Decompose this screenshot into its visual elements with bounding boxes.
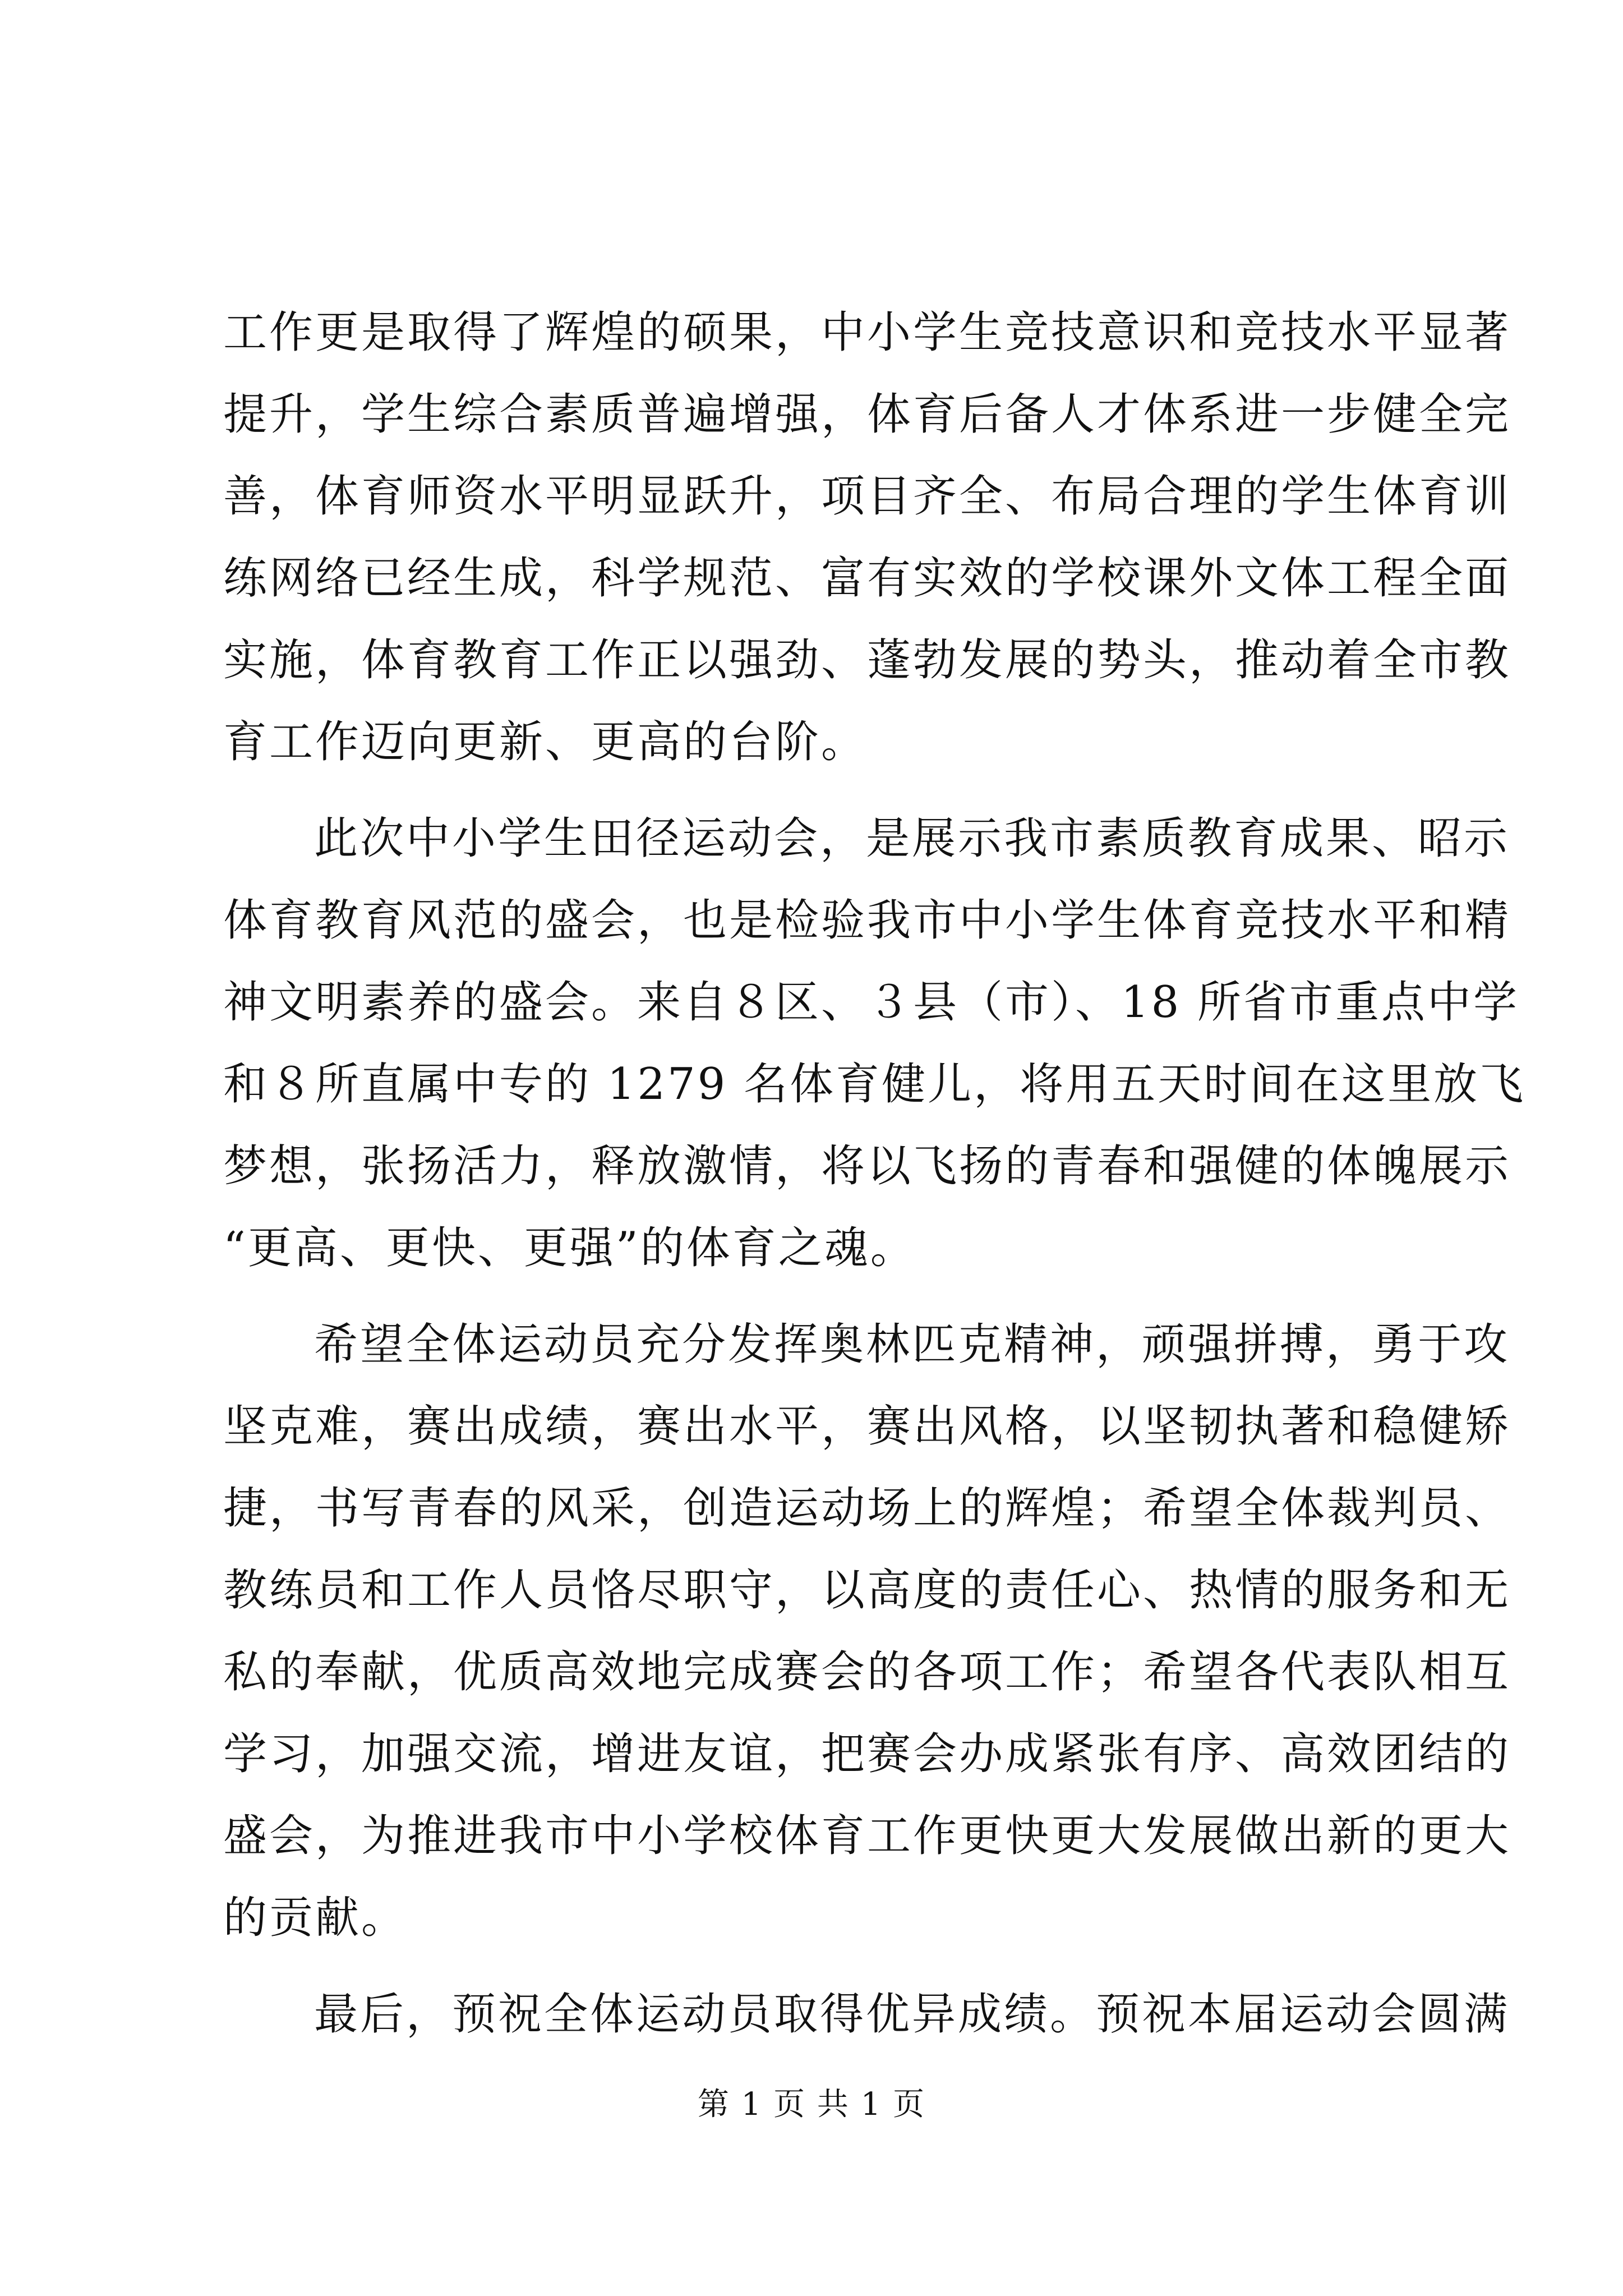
paragraph-line: 希望全体运动员充分发挥奥林匹克精神，顽强拼搏，勇于攻 [314,1319,1510,1370]
paragraph-line: 练网络已经生成，科学规范、富有实效的学校课外文体工程全面 [223,553,1511,604]
paragraph-line: 善，体育师资水平明显跃升，项目齐全、布局合理的学生体育训 [223,471,1511,522]
paragraph-line: 学习，加强交流，增进友谊，把赛会办成紧张有序、高效团结的 [223,1729,1511,1779]
paragraph-line: 体育教育风范的盛会，也是检验我市中小学生体育竞技水平和精 [223,895,1511,946]
paragraph-line: 提升，学生综合素质普遍增强，体育后备人才体系进一步健全完 [223,389,1511,440]
paragraph-line: 育工作迈向更新、更高的台阶。 [223,717,868,767]
paragraph-line: 此次中小学生田径运动会，是展示我市素质教育成果、昭示 [314,813,1510,864]
paragraph-line: 神文明素养的盛会。来自８区、３县（市）、18 所省市重点中学 [223,977,1520,1028]
paragraph-line: 和８所直属中专的 1279 名体育健儿，将用五天时间在这里放飞 [223,1059,1526,1110]
paragraph-line: 坚克难，赛出成绩，赛出水平，赛出风格，以坚韧执著和稳健矫 [223,1401,1511,1452]
paragraph-line: 实施，体育教育工作正以强劲、蓬勃发展的势头，推动着全市教 [223,635,1511,685]
paragraph-line: 私的奉献，优质高效地完成赛会的各项工作；希望各代表队相互 [223,1647,1511,1697]
paragraph-line: 捷，书写青春的风采，创造运动场上的辉煌；希望全体裁判员、 [223,1483,1511,1534]
paragraph-line: 的贡献。 [223,1893,408,1943]
paragraph-line: 教练员和工作人员恪尽职守，以高度的责任心、热情的服务和无 [223,1565,1511,1616]
paragraph-line: 梦想，张扬活力，释放激情，将以飞扬的青春和强健的体魄展示 [223,1141,1511,1191]
paragraph-3 [223,1304,1511,1959]
paragraph-4 [223,1973,1510,2055]
document-body [223,292,1526,2055]
page-footer [0,2082,1623,2127]
paragraph-line: 最后，预祝全体运动员取得优异成绩。预祝本届运动会圆满 [314,1989,1510,2040]
page-number-label: 第 1 页 共 1 页 [697,2086,926,2123]
paragraph-line: “更高、更快、更强”的体育之魂。 [223,1223,916,1273]
paragraph-2 [223,798,1526,1289]
paragraph-line: 盛会，为推进我市中小学校体育工作更快更大发展做出新的更大 [223,1811,1511,1861]
paragraph-1 [223,292,1511,783]
paragraph-line: 工作更是取得了辉煌的硕果，中小学生竞技意识和竞技水平显著 [223,307,1511,358]
